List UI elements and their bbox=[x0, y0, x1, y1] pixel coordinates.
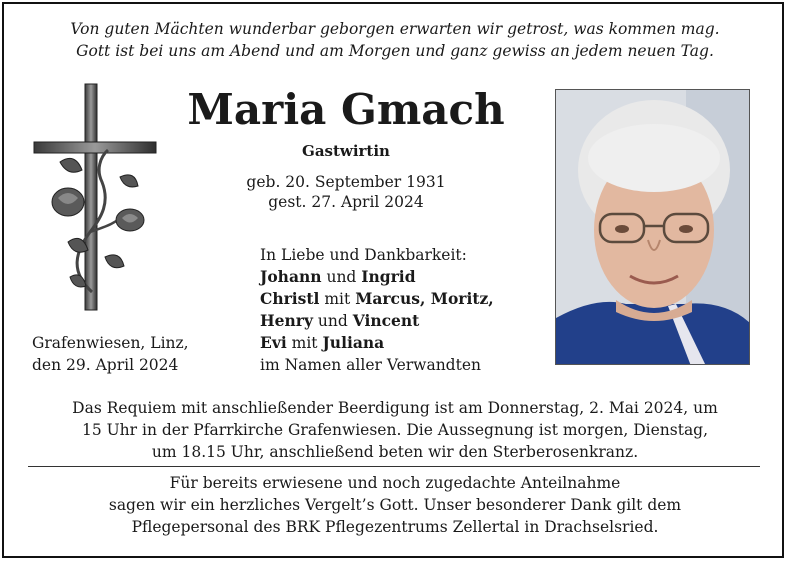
family-intro: In Liebe und Dankbarkeit: bbox=[260, 246, 467, 264]
place-line-1: Grafenwiesen, Linz, bbox=[32, 334, 189, 352]
family-line-5: im Namen aller Verwandten bbox=[260, 356, 481, 374]
thanks-line-2: sagen wir ein herzliches Vergelt’s Gott. Unser besonderer Dank gilt dem bbox=[108, 496, 682, 514]
relative-name: Johann bbox=[260, 267, 322, 286]
family-line-1 bbox=[260, 266, 416, 288]
place-line-2: den 29. April 2024 bbox=[32, 356, 179, 374]
requiem-line-2: 15 Uhr in der Pfarrkirche Grafenwiesen. Die Aussegnung ist morgen, Dienstag, bbox=[81, 421, 709, 439]
divider bbox=[28, 466, 760, 467]
cross-with-roses-icon bbox=[30, 82, 160, 314]
birth-date: geb. 20. September 1931 bbox=[246, 173, 446, 191]
family-line-2 bbox=[260, 288, 494, 310]
connector: mit bbox=[319, 290, 356, 308]
relative-name: Vincent bbox=[352, 311, 420, 330]
connector: mit bbox=[286, 334, 323, 352]
occupation: Gastwirtin bbox=[302, 142, 390, 160]
family-line-3 bbox=[260, 310, 419, 332]
thanks-line-3: Pflegepersonal des BRK Pflegezentrums Zellertal in Drachselsried. bbox=[131, 518, 659, 536]
relative-name: Evi bbox=[260, 333, 287, 352]
relative-name: Juliana bbox=[322, 333, 385, 352]
deceased-name: Maria Gmach bbox=[187, 85, 505, 134]
death-date: gest. 27. April 2024 bbox=[268, 193, 424, 211]
thanks-text bbox=[20, 472, 770, 538]
thanks-line-1: Für bereits erwiesene und noch zugedachte Anteilnahme bbox=[169, 474, 621, 492]
relative-name: Ingrid bbox=[361, 267, 416, 286]
requiem-text bbox=[20, 397, 770, 463]
quote-line-1: Von guten Mächten wunderbar geborgen erwarten wir getrost, was kommen mag. bbox=[70, 20, 720, 38]
relative-name: Christl bbox=[260, 289, 320, 308]
family-line-4 bbox=[260, 332, 384, 354]
relative-name: Marcus, Moritz, bbox=[355, 289, 494, 308]
connector: und bbox=[321, 268, 362, 286]
portrait-photo bbox=[555, 89, 750, 365]
requiem-line-1: Das Requiem mit anschließender Beerdigung ist am Donnerstag, 2. Mai 2024, um bbox=[72, 399, 718, 417]
relative-name: Henry bbox=[260, 311, 313, 330]
connector: und bbox=[312, 312, 353, 330]
quote-line-2: Gott ist bei uns am Abend und am Morgen und ganz gewiss an jedem neuen Tag. bbox=[76, 42, 714, 60]
requiem-line-3: um 18.15 Uhr, anschließend beten wir den Sterberosenkranz. bbox=[151, 443, 639, 461]
